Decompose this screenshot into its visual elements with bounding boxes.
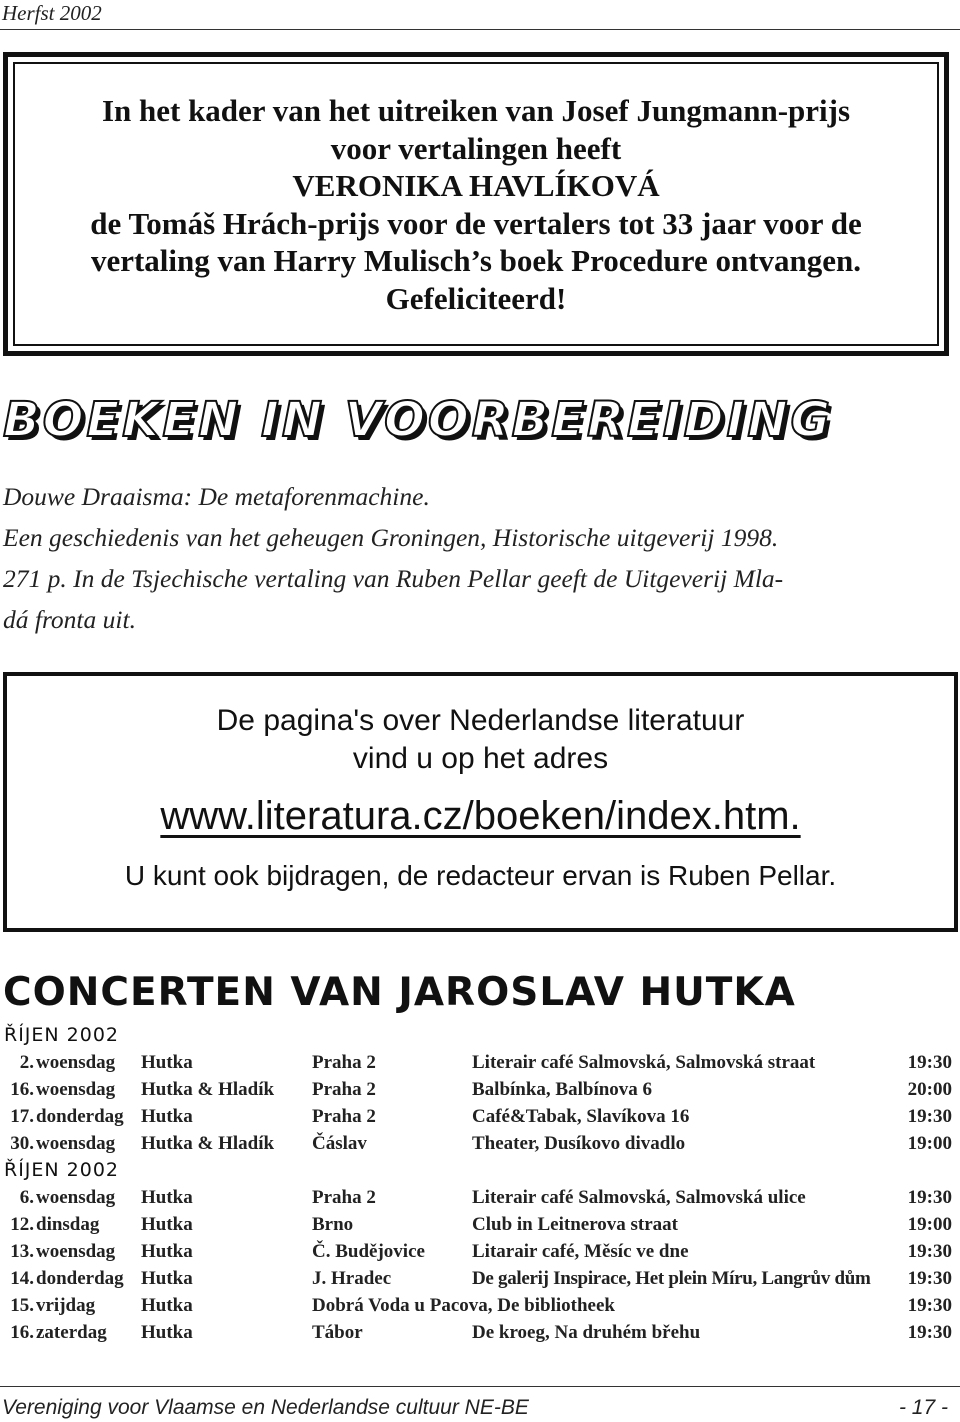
month-heading: ŘÍJEN 2002 xyxy=(4,1024,120,1046)
concert-day: 15. xyxy=(10,1295,34,1316)
book-line: Een geschiedenis van het geheugen Groningen, Historische uitgeverij 1998. xyxy=(3,523,779,552)
award-inner-border xyxy=(13,62,939,346)
concert-artist: Hutka xyxy=(141,1268,193,1289)
award-line: de Tomáš Hrách-prijs voor de vertalers tot 33 jaar voor de xyxy=(90,205,862,241)
concert-artist: Hutka xyxy=(141,1295,193,1316)
concert-row xyxy=(0,1292,960,1319)
concert-city: Dobrá Voda u Pacova, De bibliotheek xyxy=(312,1295,615,1316)
concert-row xyxy=(0,1103,960,1130)
books-section-heading: BOEKEN IN VOORBEREIDING xyxy=(3,392,833,448)
concert-time: 20:00 xyxy=(907,1079,952,1100)
concert-day: 12. xyxy=(10,1214,34,1235)
literature-intro-line: vind u op het adres xyxy=(352,742,609,775)
concert-city: Brno xyxy=(312,1214,354,1235)
concert-city: J. Hradec xyxy=(312,1268,392,1289)
concert-time: 19:30 xyxy=(907,1295,952,1316)
concert-city: Praha 2 xyxy=(312,1079,376,1100)
literature-url-link[interactable]: www.literatura.cz/boeken/index.htm. xyxy=(160,794,801,838)
concert-time: 19:30 xyxy=(907,1241,952,1262)
concert-venue: Litarair café, Měsíc ve dne xyxy=(472,1241,689,1262)
concert-artist: Hutka xyxy=(141,1106,193,1127)
concert-row xyxy=(0,1076,960,1103)
concert-time: 19:00 xyxy=(907,1133,952,1154)
concert-weekday: woensdag xyxy=(36,1133,116,1154)
concert-artist: Hutka xyxy=(141,1322,193,1343)
concert-row xyxy=(0,1130,960,1157)
page-header xyxy=(0,0,960,30)
concert-row xyxy=(0,1184,960,1211)
concert-row xyxy=(0,1238,960,1265)
literature-info-box xyxy=(3,672,958,932)
organization-name: Vereniging voor Vlaamse en Nederlandse cultuur NE-BE xyxy=(2,1396,529,1419)
concert-venue: Literair café Salmovská, Salmovská ulice xyxy=(472,1187,806,1208)
concert-city: Čáslav xyxy=(312,1133,367,1154)
concert-venue: Theater, Dusíkovo divadlo xyxy=(472,1133,686,1154)
concert-time: 19:30 xyxy=(907,1106,952,1127)
page-footer xyxy=(0,1386,960,1422)
award-line: In het kader van het uitreiken van Josef Jungmann-prijs xyxy=(101,93,851,128)
award-line: VERONIKA HAVLÍKOVÁ xyxy=(292,168,660,203)
concert-venue: Balbínka, Balbínova 6 xyxy=(472,1079,653,1100)
concert-day: 17. xyxy=(10,1106,34,1127)
concert-artist: Hutka xyxy=(141,1187,193,1208)
concert-day: 2. xyxy=(19,1052,34,1073)
concert-day: 16. xyxy=(10,1079,34,1100)
concert-city: Praha 2 xyxy=(312,1187,376,1208)
book-line: Douwe Draaisma: De metaforenmachine. xyxy=(3,482,430,511)
concert-city: Praha 2 xyxy=(312,1106,376,1127)
concert-day: 30. xyxy=(10,1133,34,1154)
concert-day: 13. xyxy=(10,1241,34,1262)
concert-weekday: woensdag xyxy=(36,1079,116,1100)
book-description xyxy=(3,476,958,640)
concert-day: 6. xyxy=(19,1187,34,1208)
book-line: 271 p. In de Tsjechische vertaling van Ruben Pellar geeft de Uitgeverij Mla- xyxy=(3,564,784,593)
concert-day: 16. xyxy=(10,1322,34,1343)
concert-city: Tábor xyxy=(312,1322,363,1343)
concert-artist: Hutka xyxy=(141,1214,193,1235)
concert-day: 14. xyxy=(10,1268,34,1289)
concert-weekday: woensdag xyxy=(36,1187,116,1208)
concert-weekday: woensdag xyxy=(36,1052,116,1073)
concert-row xyxy=(0,1319,960,1346)
concert-weekday: woensdag xyxy=(36,1241,116,1262)
concert-artist: Hutka & Hladík xyxy=(141,1133,275,1154)
concert-venue: Café&Tabak, Slavíkova 16 xyxy=(472,1106,690,1127)
concert-time: 19:30 xyxy=(907,1187,952,1208)
concert-artist: Hutka xyxy=(141,1241,193,1262)
award-line: voor vertalingen heeft xyxy=(330,130,622,166)
concert-row xyxy=(0,1049,960,1076)
award-text xyxy=(15,92,937,317)
concert-venue: De galerij Inspirace, Het plein Míru, Langrův dům xyxy=(472,1268,871,1289)
concert-artist: Hutka xyxy=(141,1052,193,1073)
concert-artist: Hutka & Hladík xyxy=(141,1079,275,1100)
concert-row xyxy=(0,1265,960,1292)
concert-time: 19:00 xyxy=(907,1214,952,1235)
concert-time: 19:30 xyxy=(907,1322,952,1343)
page-number: - 17 - xyxy=(898,1396,948,1419)
concert-weekday: vrijdag xyxy=(36,1295,96,1316)
concert-city: Č. Budějovice xyxy=(312,1241,425,1262)
month-heading: ŘÍJEN 2002 xyxy=(4,1159,120,1181)
concert-row xyxy=(0,1211,960,1238)
concert-schedule xyxy=(0,1022,960,1346)
literature-contrib-note: U kunt ook bijdragen, de redacteur ervan is Ruben Pellar. xyxy=(124,860,837,891)
concert-venue: Club in Leitnerova straat xyxy=(472,1214,679,1235)
concert-weekday: zaterdag xyxy=(36,1322,107,1343)
concert-time: 19:30 xyxy=(907,1268,952,1289)
concert-weekday: dinsdag xyxy=(36,1214,100,1235)
concert-city: Praha 2 xyxy=(312,1052,376,1073)
award-announcement-box xyxy=(3,52,949,356)
concert-venue: De kroeg, Na druhém břehu xyxy=(472,1322,701,1343)
literature-intro-line: De pagina's over Nederlandse literatuur xyxy=(216,704,745,737)
issue-title: Herfst 2002 xyxy=(2,1,102,25)
award-line: Gefeliciteerd! xyxy=(385,280,567,316)
concert-weekday: donderdag xyxy=(36,1106,124,1127)
book-line: dá fronta uit. xyxy=(3,605,136,634)
concert-weekday: donderdag xyxy=(36,1268,124,1289)
concerts-section-heading: CONCERTEN VAN JAROSLAV HUTKA xyxy=(3,970,796,1015)
concert-venue: Literair café Salmovská, Salmovská straat xyxy=(472,1052,816,1073)
award-line: vertaling van Harry Mulisch’s boek Procedure ontvangen. xyxy=(90,243,862,278)
concert-time: 19:30 xyxy=(907,1052,952,1073)
